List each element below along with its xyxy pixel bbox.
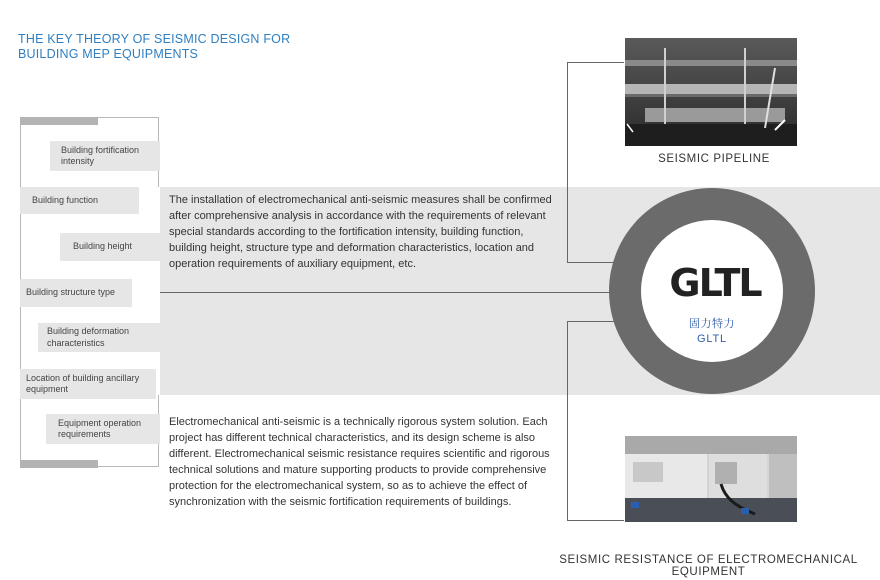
caption-seismic-pipeline: SEISMIC PIPELINE <box>658 153 770 165</box>
gltl-logo-text: GLTL <box>669 262 761 302</box>
frame-bar-bottom <box>20 460 98 468</box>
factor-label: Building deformation characteristics <box>47 326 130 348</box>
factor-building-height <box>60 233 160 261</box>
factor-building-function <box>20 187 139 214</box>
page-title-line2: BUILDING MEP EQUIPMENTS <box>18 47 199 61</box>
connector-top-v <box>567 62 568 263</box>
logo-chinese-name: 固力特力 <box>689 318 735 330</box>
factor-label: Building structure type <box>26 287 116 298</box>
factor-label: Building function <box>32 194 99 205</box>
factor-label: Equipment operation requirements <box>58 417 142 439</box>
connector-bottom-v <box>567 321 568 521</box>
paragraph-installation: The installation of electromechanical anti-seismic measures shall be confirmed after comprehensive analysis in accordance with the requirements of relevant special standards according to the fortification intensity, building function, building height, structure type and deformation characteristics, location and operation requirements of auxiliary equipment, etc. <box>169 194 552 270</box>
pipeline-photo <box>625 38 797 146</box>
page-title <box>18 32 338 62</box>
page-title-line1: THE KEY THEORY OF SEISMIC DESIGN FOR <box>18 32 291 46</box>
logo-english-name: GLTL <box>697 333 727 345</box>
connector-horizontal <box>160 292 612 293</box>
equipment-photo <box>625 436 797 522</box>
gltl-logo-mark <box>658 262 772 302</box>
connector-top-h <box>567 62 624 63</box>
pipeline-image <box>625 38 797 146</box>
equipment-image <box>625 436 797 522</box>
paragraph-system-solution: Electromechanical anti-seismic is a technically rigorous system solution. Each project has different technical characteristics, and its design scheme is also different. Electromechanical seismic resistance requires scientific and rigorous technical solutions and mature supporting products to provide comprehensive protection for the electromechanical system, so as to achieve the effect of synchronization with the seismic fortification requirements of buildings. <box>169 416 550 508</box>
factor-label: Building fortification intensity <box>61 144 140 166</box>
factor-operation-requirements <box>46 414 160 444</box>
caption-seismic-equipment: SEISMIC RESISTANCE OF ELECTROMECHANICAL EQUIPMENT <box>559 554 858 578</box>
factor-label: Building height <box>73 241 133 252</box>
frame-bar-top <box>20 117 98 125</box>
connector-bottom-h <box>567 520 624 521</box>
factor-label: Location of building ancillary equipment <box>26 372 140 394</box>
factor-ancillary-location <box>20 369 156 399</box>
factor-structure-type <box>20 279 132 307</box>
factor-deformation <box>38 323 160 352</box>
factor-fortification-intensity <box>50 141 160 171</box>
